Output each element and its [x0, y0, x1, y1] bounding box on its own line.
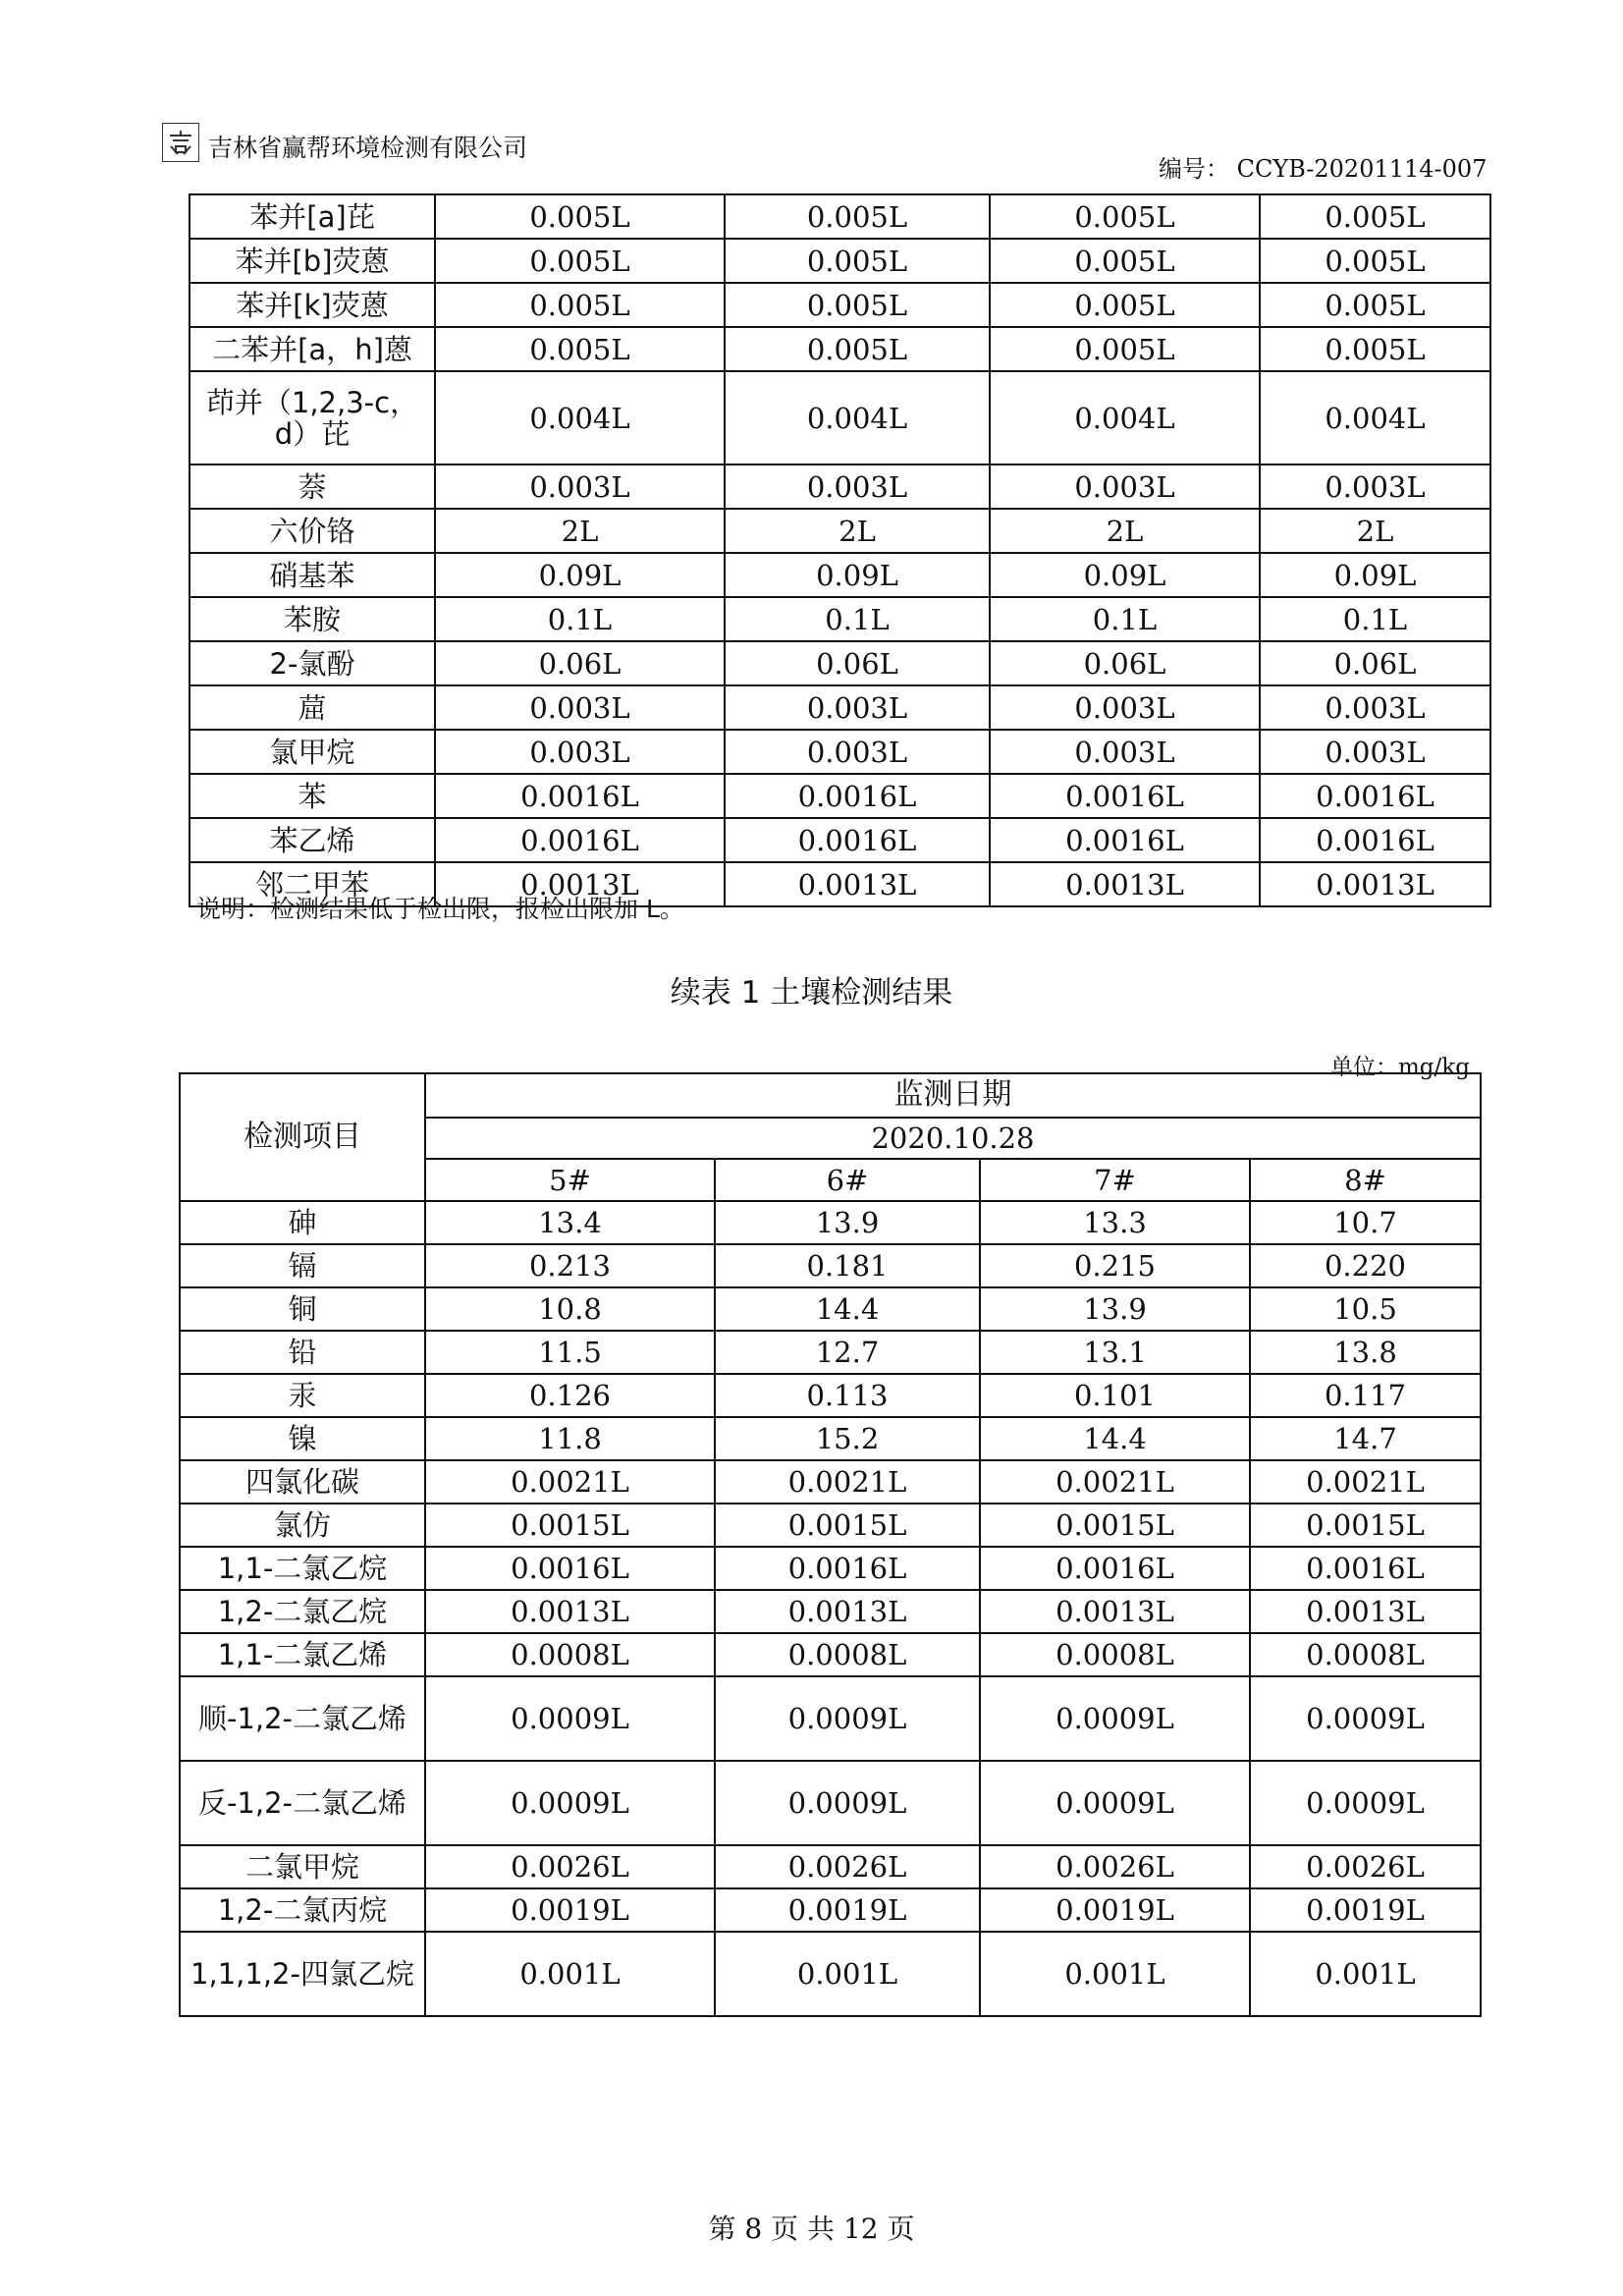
- result-cell: 0.09L: [725, 553, 990, 597]
- table-row: [189, 597, 1490, 641]
- item-name: 䓛: [189, 685, 435, 730]
- table-row: [189, 239, 1490, 283]
- result-cell: 0.0009L: [715, 1761, 980, 1845]
- result-cell: 13.9: [715, 1201, 980, 1244]
- result-cell: 0.003L: [990, 465, 1260, 509]
- table-row: [180, 1244, 1481, 1287]
- table-row: [189, 194, 1490, 239]
- result-cell: 0.117: [1250, 1374, 1481, 1417]
- item-name: 茚并（1,2,3-c，d）芘: [189, 371, 435, 465]
- result-cell: 0.0015L: [980, 1503, 1250, 1547]
- result-cell: 0.0013L: [990, 862, 1260, 906]
- item-name: 砷: [180, 1201, 425, 1244]
- result-cell: 0.213: [425, 1244, 715, 1287]
- table-row: [189, 774, 1490, 818]
- result-cell: 13.1: [980, 1331, 1250, 1374]
- item-name: 二氯甲烷: [180, 1845, 425, 1888]
- result-cell: 0.1L: [1260, 597, 1490, 641]
- result-cell: 14.4: [715, 1287, 980, 1331]
- result-cell: 12.7: [715, 1331, 980, 1374]
- result-cell: 0.005L: [990, 194, 1260, 239]
- result-cell: 0.005L: [990, 239, 1260, 283]
- column-header: 8#: [1250, 1159, 1481, 1201]
- result-cell: 0.0026L: [715, 1845, 980, 1888]
- item-name: 1,2-二氯乙烷: [180, 1590, 425, 1633]
- table-note: 说明：检测结果低于检出限，报检出限加 L。: [196, 895, 684, 923]
- result-cell: 0.005L: [435, 283, 725, 327]
- result-cell: 0.0009L: [980, 1761, 1250, 1845]
- item-name: 硝基苯: [189, 553, 435, 597]
- result-cell: 0.0021L: [980, 1460, 1250, 1503]
- result-cell: 0.0019L: [715, 1888, 980, 1932]
- result-cell: 2L: [990, 509, 1260, 553]
- result-cell: 0.005L: [435, 327, 725, 371]
- item-name: 苯: [189, 774, 435, 818]
- result-cell: 0.003L: [1260, 465, 1490, 509]
- result-cell: 15.2: [715, 1417, 980, 1460]
- result-cell: 0.004L: [1260, 371, 1490, 465]
- table-row: [180, 1676, 1481, 1761]
- result-cell: 14.7: [1250, 1417, 1481, 1460]
- result-cell: 0.005L: [990, 327, 1260, 371]
- result-cell: 0.003L: [1260, 685, 1490, 730]
- result-cell: 0.0015L: [715, 1503, 980, 1547]
- item-name: 氯甲烷: [189, 730, 435, 774]
- item-name: 1,1-二氯乙烯: [180, 1633, 425, 1676]
- table-row: [189, 553, 1490, 597]
- result-cell: 0.0016L: [425, 1547, 715, 1590]
- item-name: 汞: [180, 1374, 425, 1417]
- result-cell: 0.0009L: [1250, 1676, 1481, 1761]
- table-row: [189, 283, 1490, 327]
- soil-results-table: [179, 1072, 1482, 2017]
- result-cell: 0.0016L: [990, 818, 1260, 862]
- item-name: 1,2-二氯丙烷: [180, 1888, 425, 1932]
- result-cell: 0.005L: [435, 194, 725, 239]
- item-name: 反-1,2-二氯乙烯: [180, 1761, 425, 1845]
- result-cell: 0.004L: [990, 371, 1260, 465]
- result-cell: 0.0016L: [990, 774, 1260, 818]
- item-name: 1,1,1,2-四氯乙烷: [180, 1932, 425, 2016]
- column-header: 6#: [715, 1159, 980, 1201]
- result-cell: 0.005L: [1260, 239, 1490, 283]
- result-cell: 0.0026L: [980, 1845, 1250, 1888]
- result-cell: 0.0009L: [425, 1676, 715, 1761]
- result-cell: 0.0008L: [425, 1633, 715, 1676]
- item-name: 镉: [180, 1244, 425, 1287]
- table-row: [180, 1888, 1481, 1932]
- result-cell: 0.181: [715, 1244, 980, 1287]
- result-cell: 2L: [725, 509, 990, 553]
- result-cell: 0.004L: [725, 371, 990, 465]
- item-name: 苯乙烯: [189, 818, 435, 862]
- result-cell: 0.0009L: [1250, 1761, 1481, 1845]
- result-cell: 0.0009L: [425, 1761, 715, 1845]
- result-cell: 0.0016L: [435, 818, 725, 862]
- item-name: 四氯化碳: [180, 1460, 425, 1503]
- company-name: 吉林省赢帮环境检测有限公司: [208, 134, 528, 162]
- table-row: [180, 1417, 1481, 1460]
- result-cell: 0.0008L: [980, 1633, 1250, 1676]
- result-cell: 0.0021L: [715, 1460, 980, 1503]
- table-row: [180, 1547, 1481, 1590]
- result-cell: 14.4: [980, 1417, 1250, 1460]
- result-cell: 0.005L: [1260, 327, 1490, 371]
- item-name: 邻二甲苯: [189, 862, 435, 906]
- table-row: [180, 1331, 1481, 1374]
- item-name: 铅: [180, 1331, 425, 1374]
- result-cell: 0.005L: [990, 283, 1260, 327]
- item-name: 萘: [189, 465, 435, 509]
- result-cell: 0.001L: [425, 1932, 715, 2016]
- result-cell: 0.0016L: [1260, 774, 1490, 818]
- result-cell: 0.0016L: [1250, 1547, 1481, 1590]
- result-cell: 0.005L: [725, 283, 990, 327]
- result-cell: 0.1L: [435, 597, 725, 641]
- results-table-continued: [189, 193, 1491, 907]
- item-name: 氯仿: [180, 1503, 425, 1547]
- item-header: 检测项目: [180, 1073, 425, 1201]
- result-cell: 0.0009L: [980, 1676, 1250, 1761]
- result-cell: 0.0021L: [1250, 1460, 1481, 1503]
- result-cell: 0.0008L: [715, 1633, 980, 1676]
- result-cell: 0.09L: [990, 553, 1260, 597]
- result-cell: 0.126: [425, 1374, 715, 1417]
- result-cell: 0.06L: [1260, 641, 1490, 685]
- item-name: 苯胺: [189, 597, 435, 641]
- table-row: [189, 641, 1490, 685]
- item-name: 镍: [180, 1417, 425, 1460]
- result-cell: 0.06L: [725, 641, 990, 685]
- result-cell: 0.001L: [715, 1932, 980, 2016]
- result-cell: 2L: [435, 509, 725, 553]
- result-cell: 0.0019L: [1250, 1888, 1481, 1932]
- table-row: [189, 730, 1490, 774]
- company-logo-icon: [166, 128, 195, 157]
- result-cell: 0.005L: [1260, 283, 1490, 327]
- result-cell: 0.005L: [435, 239, 725, 283]
- table-row: [189, 818, 1490, 862]
- result-cell: 0.005L: [725, 194, 990, 239]
- result-cell: 0.220: [1250, 1244, 1481, 1287]
- result-cell: 0.003L: [725, 685, 990, 730]
- result-cell: 13.4: [425, 1201, 715, 1244]
- result-cell: 0.0008L: [1250, 1633, 1481, 1676]
- result-cell: 10.7: [1250, 1201, 1481, 1244]
- result-cell: 0.003L: [435, 730, 725, 774]
- item-name: 二苯并[a，h]蒽: [189, 327, 435, 371]
- column-header: 5#: [425, 1159, 715, 1201]
- result-cell: 0.004L: [435, 371, 725, 465]
- result-cell: 0.0013L: [980, 1590, 1250, 1633]
- result-cell: 0.003L: [990, 685, 1260, 730]
- result-cell: 0.005L: [725, 239, 990, 283]
- result-cell: 0.0013L: [1250, 1590, 1481, 1633]
- item-name: 1,1-二氯乙烷: [180, 1547, 425, 1590]
- item-name: 2-氯酚: [189, 641, 435, 685]
- item-name: 铜: [180, 1287, 425, 1331]
- result-cell: 0.0016L: [725, 818, 990, 862]
- page-number: 第 8 页 共 12 页: [708, 2213, 915, 2245]
- result-cell: 0.0015L: [1250, 1503, 1481, 1547]
- result-cell: 0.09L: [1260, 553, 1490, 597]
- result-cell: 0.001L: [980, 1932, 1250, 2016]
- result-cell: 0.113: [715, 1374, 980, 1417]
- result-cell: 13.3: [980, 1201, 1250, 1244]
- table-row: [189, 509, 1490, 553]
- result-cell: 11.8: [425, 1417, 715, 1460]
- result-cell: 0.0015L: [425, 1503, 715, 1547]
- result-cell: 0.0013L: [435, 862, 725, 906]
- table-row: [180, 1590, 1481, 1633]
- result-cell: 0.003L: [990, 730, 1260, 774]
- result-cell: 0.06L: [990, 641, 1260, 685]
- table-row: [189, 685, 1490, 730]
- result-cell: 0.09L: [435, 553, 725, 597]
- table-row: [180, 1503, 1481, 1547]
- result-cell: 10.5: [1250, 1287, 1481, 1331]
- date-header: 监测日期: [425, 1073, 1481, 1118]
- result-cell: 0.1L: [725, 597, 990, 641]
- table-row: [180, 1374, 1481, 1417]
- item-name: 苯并[k]荧蒽: [189, 283, 435, 327]
- result-cell: 11.5: [425, 1331, 715, 1374]
- result-cell: 2L: [1260, 509, 1490, 553]
- table-title: 续表 1 土壤检测结果: [670, 975, 953, 1011]
- result-cell: 0.003L: [1260, 730, 1490, 774]
- result-cell: 0.0009L: [715, 1676, 980, 1761]
- result-cell: 0.0016L: [715, 1547, 980, 1590]
- result-cell: 0.001L: [1250, 1932, 1481, 2016]
- item-name: 六价铬: [189, 509, 435, 553]
- monitoring-date: 2020.10.28: [425, 1118, 1481, 1160]
- result-cell: 0.005L: [1260, 194, 1490, 239]
- result-cell: 0.0013L: [1260, 862, 1490, 906]
- result-cell: 0.0013L: [425, 1590, 715, 1633]
- result-cell: 0.005L: [725, 327, 990, 371]
- result-cell: 0.0026L: [425, 1845, 715, 1888]
- company-logo: [162, 123, 199, 162]
- result-cell: 0.003L: [435, 465, 725, 509]
- item-name: 顺-1,2-二氯乙烯: [180, 1676, 425, 1761]
- table-row: [180, 1201, 1481, 1244]
- unit-label: 单位：mg/kg: [1330, 1055, 1470, 1080]
- table-row: [189, 371, 1490, 465]
- result-cell: 0.215: [980, 1244, 1250, 1287]
- item-name: 苯并[b]荧蒽: [189, 239, 435, 283]
- column-header: 7#: [980, 1159, 1250, 1201]
- result-cell: 0.0013L: [715, 1590, 980, 1633]
- table-row: [189, 327, 1490, 371]
- result-cell: 0.0016L: [1260, 818, 1490, 862]
- result-cell: 0.0019L: [425, 1888, 715, 1932]
- result-cell: 0.003L: [435, 685, 725, 730]
- result-cell: 0.101: [980, 1374, 1250, 1417]
- table-row: [180, 1287, 1481, 1331]
- document-number: 编号： CCYB-20201114-007: [1159, 155, 1488, 183]
- table-row: [180, 1460, 1481, 1503]
- table-row: [180, 1845, 1481, 1888]
- result-cell: 0.0016L: [725, 774, 990, 818]
- table-row: [180, 1633, 1481, 1676]
- result-cell: 13.9: [980, 1287, 1250, 1331]
- result-cell: 0.1L: [990, 597, 1260, 641]
- item-name: 苯并[a]芘: [189, 194, 435, 239]
- table-row: [189, 465, 1490, 509]
- result-cell: 0.0016L: [435, 774, 725, 818]
- table-row: [180, 1932, 1481, 2016]
- result-cell: 0.0019L: [980, 1888, 1250, 1932]
- result-cell: 0.06L: [435, 641, 725, 685]
- result-cell: 0.0013L: [725, 862, 990, 906]
- result-cell: 13.8: [1250, 1331, 1481, 1374]
- result-cell: 0.0021L: [425, 1460, 715, 1503]
- result-cell: 10.8: [425, 1287, 715, 1331]
- result-cell: 0.0016L: [980, 1547, 1250, 1590]
- result-cell: 0.0026L: [1250, 1845, 1481, 1888]
- table-row: [180, 1761, 1481, 1845]
- result-cell: 0.003L: [725, 465, 990, 509]
- result-cell: 0.003L: [725, 730, 990, 774]
